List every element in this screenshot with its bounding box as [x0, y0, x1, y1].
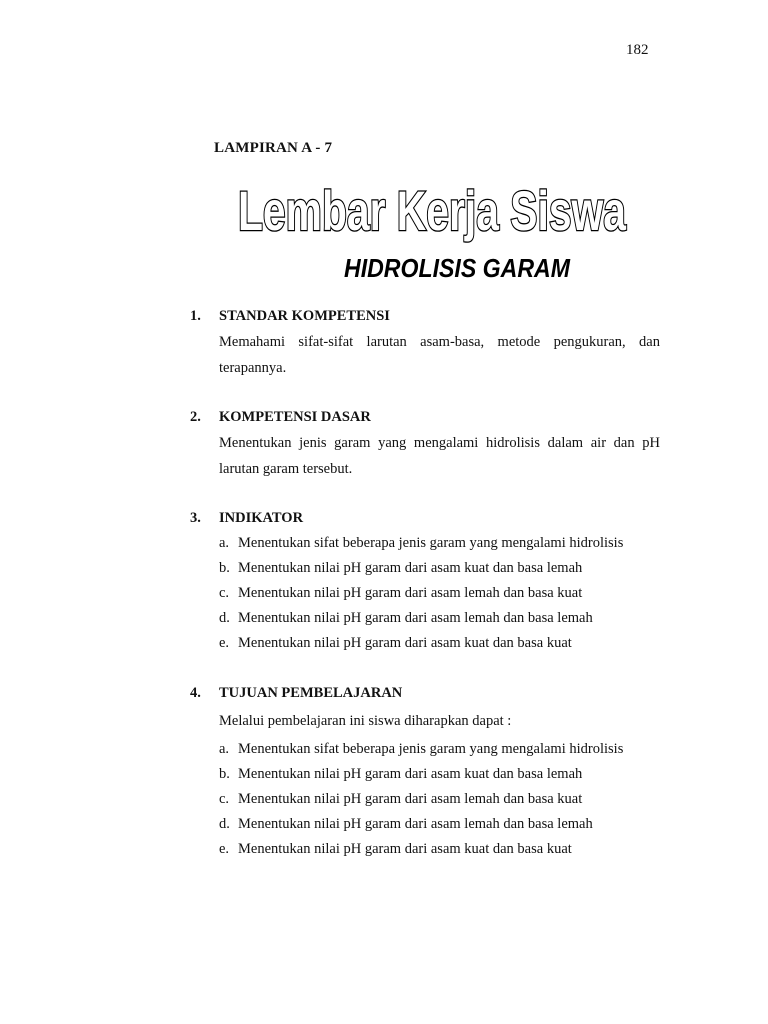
- list-item-text: Menentukan nilai pH garam dari asam lemah dan basa kuat: [238, 585, 583, 601]
- list-item-text: Menentukan nilai pH garam dari asam kuat dan basa lemah: [238, 766, 583, 782]
- worksheet-title: Lembar Kerja Siswa: [238, 179, 627, 242]
- section-tujuan-pembelajaran: [190, 681, 660, 862]
- section-heading: KOMPETENSI DASAR: [219, 409, 371, 425]
- list-item-letter: b.: [219, 766, 230, 782]
- list-item: [219, 812, 660, 837]
- list-item: [219, 606, 660, 631]
- section-text-line: larutan garam tersebut.: [219, 461, 353, 477]
- section-text-line: terapannya.: [219, 360, 287, 376]
- list-item: [219, 787, 660, 812]
- section-text-line: Menentukan jenis garam yang mengalami hidrolisis dalam air dan pH: [219, 435, 660, 451]
- list-item-letter: d.: [219, 610, 230, 626]
- list-item-letter: c.: [219, 791, 230, 807]
- section-heading: TUJUAN PEMBELAJARAN: [219, 685, 403, 701]
- list-item-letter: e.: [219, 841, 230, 857]
- section-standar-kompetensi: [190, 304, 660, 381]
- list-item-letter: a.: [219, 741, 230, 757]
- section-number: 1.: [190, 308, 201, 324]
- list-item-text: Menentukan sifat beberapa jenis garam yang mengalami hidrolisis: [238, 535, 624, 551]
- list-item: [219, 737, 660, 762]
- list-item-text: Menentukan nilai pH garam dari asam lemah dan basa kuat: [238, 791, 583, 807]
- list-item-text: Menentukan nilai pH garam dari asam kuat dan basa lemah: [238, 560, 583, 576]
- title-block: [0, 160, 768, 290]
- section-number: 2.: [190, 409, 201, 425]
- list-item-text: Menentukan sifat beberapa jenis garam yang mengalami hidrolisis: [238, 741, 624, 757]
- section-intro: Melalui pembelajaran ini siswa diharapkan dapat :: [219, 713, 512, 729]
- list-item-text: Menentukan nilai pH garam dari asam lemah dan basa lemah: [238, 610, 593, 626]
- section-heading: INDIKATOR: [219, 510, 304, 526]
- list-item-letter: e.: [219, 635, 230, 651]
- section-kompetensi-dasar: [190, 405, 660, 482]
- list-item: [219, 631, 660, 656]
- lampiran-label: LAMPIRAN A - 7: [214, 140, 333, 156]
- section-number: 4.: [190, 685, 201, 701]
- list-item-text: Menentukan nilai pH garam dari asam lemah dan basa lemah: [238, 816, 593, 832]
- list-item-text: Menentukan nilai pH garam dari asam kuat dan basa kuat: [238, 635, 572, 651]
- list-item-letter: d.: [219, 816, 230, 832]
- list-item-text: Menentukan nilai pH garam dari asam kuat dan basa kuat: [238, 841, 572, 857]
- list-item: [219, 762, 660, 787]
- list-item: [219, 837, 660, 862]
- worksheet-subtitle: HIDROLISIS GARAM: [344, 253, 572, 283]
- section-text-line: Memahami sifat-sifat larutan asam-basa, metode pengukuran, dan: [219, 334, 660, 350]
- list-item-letter: c.: [219, 585, 230, 601]
- section-heading: STANDAR KOMPETENSI: [219, 308, 390, 324]
- page-number: 182: [626, 42, 649, 58]
- list-item-letter: b.: [219, 560, 230, 576]
- section-number: 3.: [190, 510, 201, 526]
- list-item-letter: a.: [219, 535, 230, 551]
- list-item: [219, 581, 660, 606]
- section-indikator: [190, 506, 660, 656]
- list-item: [219, 531, 660, 556]
- list-item: [219, 556, 660, 581]
